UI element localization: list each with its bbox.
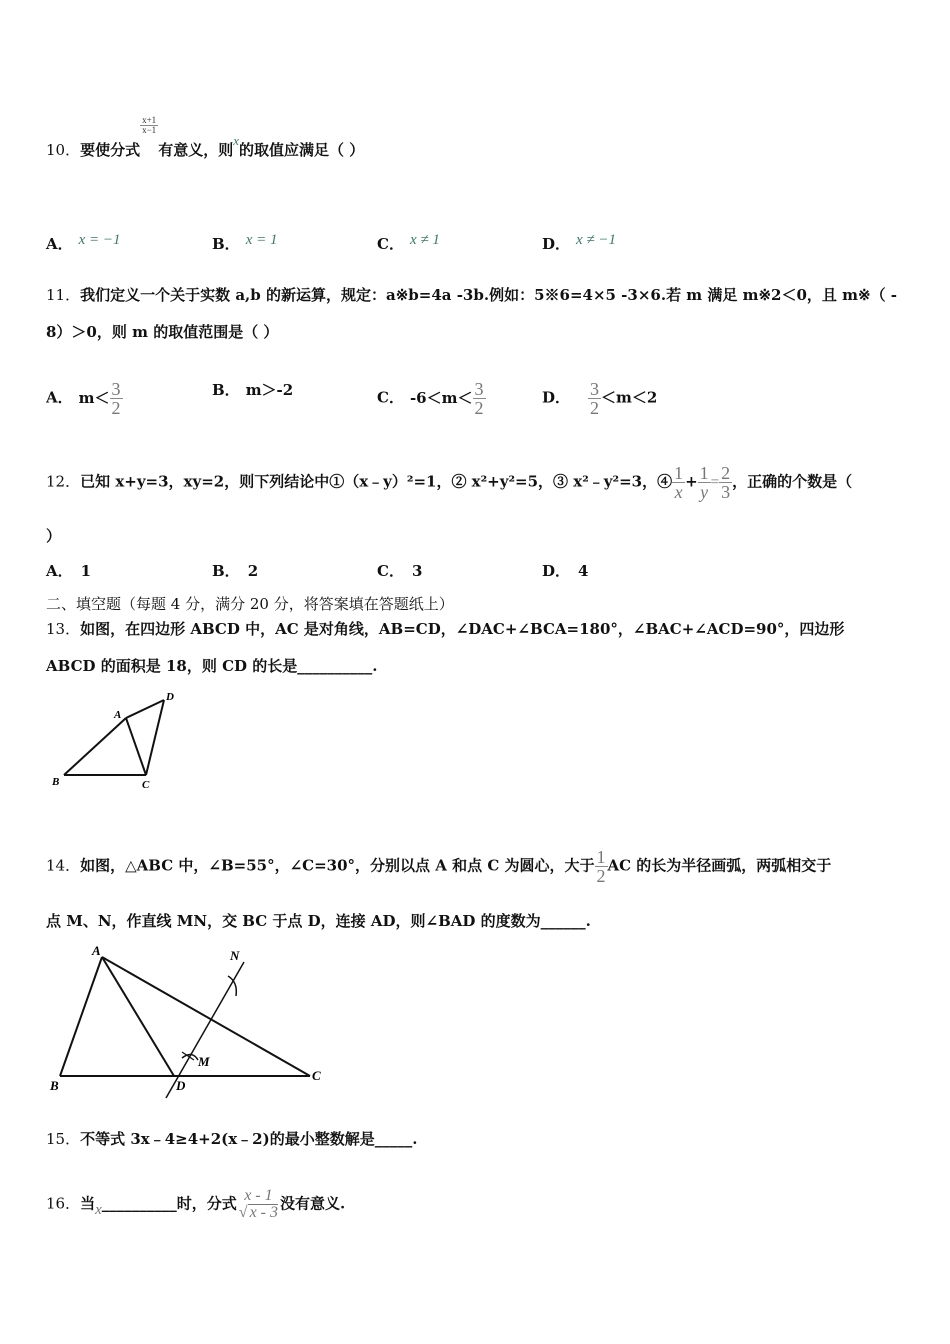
q11-option-a[interactable]: A． m＜ $\frac{3}{2}$	[46, 379, 121, 418]
q12-option-a[interactable]: A． 1	[46, 562, 92, 580]
q14-segment-ab	[60, 957, 102, 1076]
q12-fraction-1x: $\frac{1}{x}$	[674, 463, 684, 502]
q13-segment-ab	[64, 718, 126, 775]
q13-label-d: D	[166, 691, 174, 703]
q15-number: 15．	[46, 1130, 81, 1148]
q13-stem-line2: ABCD 的面积是 18，则 CD 的长是__________.	[46, 657, 378, 675]
q16-stem: 16．当x__________时，分式 x - 1 √ x - 3 没有意义.	[46, 1187, 346, 1221]
q15-stem: 15．不等式 3x﹣4≥4+2(x﹣2)的最小整数解是_____.	[46, 1130, 418, 1148]
q14-label-a: A	[92, 943, 101, 958]
q13-segment-cd	[146, 700, 164, 775]
q12-option-d[interactable]: D． 4	[542, 562, 589, 580]
q11-option-d[interactable]: D． $\frac{3}{2}$ ＜m＜2	[542, 379, 658, 418]
q12-option-b[interactable]: B． 2	[212, 562, 259, 580]
q12-number: 12．	[46, 472, 81, 491]
q13-segment-ac	[126, 718, 146, 775]
q10-option-c[interactable]: C． x ≠ 1	[377, 232, 440, 253]
q10-option-b[interactable]: B． x = 1	[212, 232, 278, 253]
q10-option-a[interactable]: A． x = −1	[46, 232, 121, 253]
q16-number: 16．	[46, 1194, 81, 1213]
q12-fraction-1y: $\frac{1}{y}$	[699, 463, 709, 502]
q13-segment-ad	[126, 700, 164, 718]
q13-label-a: A	[114, 709, 122, 721]
q11-option-c[interactable]: C． -6＜m＜ $\frac{3}{2}$	[377, 379, 484, 418]
q12-stem: 12．已知 x+y=3，xy=2，则下列结论中①（x﹣y）²=1，② x²+y²=5，③ x²﹣y²=3，④ $\frac{1}{x}$ + $\frac{1}{y}$ = $\frac{2}{3}$ ，正确的个数是（	[46, 463, 853, 502]
section-2-title: 二、填空题（每题 4 分，满分 20 分，将答案填在答题纸上）	[46, 595, 454, 613]
q11-a-fraction: $\frac{3}{2}$	[111, 379, 121, 418]
q13-label-c: C	[142, 779, 150, 791]
q13-label-b: B	[52, 776, 60, 788]
q16-variable: x	[95, 1201, 102, 1218]
q14-label-b: B	[50, 1078, 59, 1093]
q14-label-m: M	[198, 1054, 210, 1069]
q10-option-d[interactable]: D． x ≠ −1	[542, 232, 617, 253]
q11-number: 11．	[46, 286, 81, 304]
q14-stem-line1: 14．如图，△ABC 中，∠B=55°，∠C=30°，分别以点 A 和点 C 为圆心，大于 $\frac{1}{2}$ AC 的长为半径画弧，两弧相交于	[46, 847, 832, 886]
q11-option-b[interactable]: B． m＞-2	[212, 381, 294, 399]
q10-fraction: $\frac{x+1}{x-1}$	[142, 114, 157, 135]
q11-c-fraction: $\frac{3}{2}$	[474, 379, 484, 418]
q14-segment-ad	[102, 957, 174, 1076]
q11-stem-line2: 8）＞0，则 m 的取值范围是（ ）	[46, 323, 279, 341]
q14-label-n: N	[230, 948, 240, 963]
q13-stem-line1: 13．如图，在四边形 ABCD 中，AC 是对角线，AB=CD，∠DAC+∠BCA=180°，∠BAC+∠ACD=90°，四边形	[46, 620, 845, 638]
q12-stem-line2: ）	[46, 527, 62, 545]
q12-fraction-2-3: $\frac{2}{3}$	[721, 463, 731, 502]
q11-d-fraction: $\frac{3}{2}$	[590, 379, 600, 418]
q14-fraction-half: $\frac{1}{2}$	[596, 847, 606, 886]
q14-stem-line2: 点 M、N，作直线 MN，交 BC 于点 D，连接 AD，则∠BAD 的度数为______.	[46, 912, 591, 930]
q10-variable: x	[233, 133, 239, 148]
q10-stem: 10．要使分式 $\frac{x+1}{x-1}$ 有意义，则x的取值应满足（ ）	[46, 114, 365, 159]
q16-fraction: x - 1 √ x - 3	[238, 1187, 279, 1221]
q14-triangle-figure	[46, 940, 336, 1100]
q13-number: 13．	[46, 620, 81, 638]
q13-quadrilateral-figure	[46, 688, 186, 798]
q14-number: 14．	[46, 856, 81, 875]
q10-number: 10．	[46, 141, 81, 159]
q12-option-c[interactable]: C． 3	[377, 562, 423, 580]
q11-stem-line1: 11．我们定义一个关于实数 a,b 的新运算，规定：a※b=4a -3b.例如：5※6=4×5 -3×6.若 m 满足 m※2＜0，且 m※（ -	[46, 286, 898, 304]
q14-label-d: D	[176, 1078, 186, 1093]
q14-label-c: C	[312, 1068, 321, 1083]
